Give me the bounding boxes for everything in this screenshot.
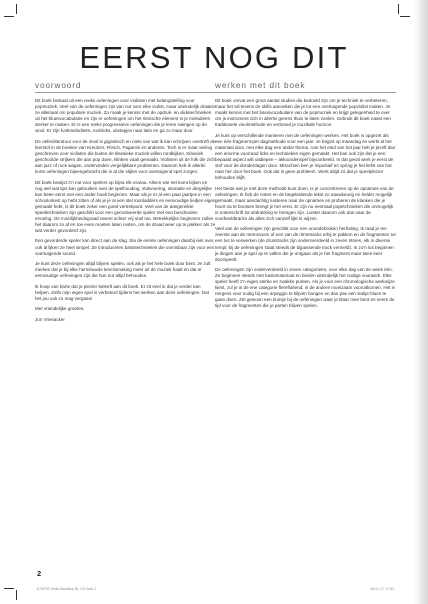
author-signature: Jon Vriesacker [35,316,65,322]
section-heading-voorwoord: voorwoord [35,81,216,93]
crop-mark [398,4,399,14]
right-column [215,81,396,314]
paragraph: Dit boek bestaat uit een reeks oefeningen voor violisten met belangstelling voor popmuziek. Veel van de oefeningen zijn van nut voor elke violist, maar uiteindelijk draaien ze allemaal om populaire muziek. Zo maak je kennis met de opdruk- en slidetechnieken uit het bluesvocabulaire en zijn er oefeningen om het ritmische element in je melodieën sterker te maken. Er is een reeks progressieve oefeningen die je leren swingen op de viool. Er zijn funkmelodieën, rocklicks, uitstapjes naar latin en ga zo maar door. [35,98,216,134]
paragraph: Je kunt op verschillende manieren met de oefeningen werken. Het boek is opgezet als een één-fragment-per-dagmethode voor een jaar. Je begint op maandag en werkt al het materiaal door, met elke dag een ander thema. Aan het eind van het jaar heb je jezelf dan een enorme voorraad licks en technieken eigen gemaakt. Het kan ook zijn dat je een bepaald aspect wilt uitdiepen – akkoordenspel bijvoorbeeld. In dat geval werk je eerst de stof voor de donderdagen door. Misschien ben je impulsief en spring je het liefst van hot naar her door het boek. Ook dat is geen probleem. Werk altijd zó dat je speelplezier behouden blijft. [215,132,396,181]
paragraph: Dit boek bewijst z'n nut voor spelers op bijna elk niveau. Alleen wie net komt kijken en nog wel wat tips kan gebruiken over de spelhouding, stokvoering, intonatie en dergelijke kan beter eerst met een ander boek beginnen. Maar als je er al een paar jaartjes in een schoolorkest op hebt zitten of als je je al een stel toonladders en eenvoudige liedjes eigen gemaakt hebt, is dit boek zeker een goed vertrekpunt. Veel van de aangereikte speeltechnieken zijn geschikt voor een gemotiveerde speler met een bescheiden ervaring. De moeilijkheidsgraad neemt echter vrij snel toe. Betrekkelijke beginners zullen het daarom zo af en toe even moeten laten rusten, om de draad weer op te pakken als ze wat verder gevorderd zijn. [35,179,216,233]
slug-filename: 1176752 Violin Aanders NL CC.indd 2 [36,587,97,591]
left-column [35,81,216,328]
crop-mark [400,16,410,17]
section-heading-werken-met-dit-boek: werken met dit boek [215,81,396,93]
print-slug [36,587,394,591]
paragraph: De oefeningen zijn onderverdeeld in zeven categorieën, voor elke dag van de week één. Ze beginnen steeds met basismateriaal en bieden uiteindelijk het nodige vuurwerk. Elke speler heeft z'n eigen sterke en zwakke punten. Als je voor een chronologische werkwijze kiest, zul je in de ene categorie flerefluitend, in de andere moeizaam vooruitkomen. Het is nergens voor nodig bij een arpeggio te blijven hangen en dan pas een stukje blues te gaan doen. Zet gewoon een kruisje bij de oefeningen waar je klaar mee bent en neem de tijd voor de fragmenten die je parten blijven spelen. [215,267,395,309]
page-edge-shadow [414,0,428,604]
crop-mark [16,590,17,600]
paragraph: Je kunt deze oefeningen altijd blijven spelen, ook als je het hele boek door bent. Je zult merken dat je bij elke herniéuwde kennismaking meer uit de muziek haalt en dat er eenvoudige oefeningen zijn die hun nut altijd behouden. [35,261,211,279]
paragraph: Dit boek omvat een groot aantal studies die bedoeld zijn om je techniek te verbeteren, maar het wil tevens de skills aanreiken die je tot een overtuigende popviolist maken. Je maakt kennis met het basisvocabulaire van de popmuziek en krijgt gelegenheid te over om je instrument zich in allerlei genres thuis te laten voelen. Gebruik dit boek naast een traditionele vioolmethode en verbreed je muzikale horizon. [215,98,391,128]
closing-greeting: Met vriendelijke groeten, [35,306,85,312]
crop-mark [16,4,17,14]
paragraph: Het beste wat je met deze methode kunt doen, is je concentreren op de opnames van de oefeningen. Ik heb de noten en de begeleidende tekst zo nauwkeurig en helder mogelijk gemaakt, maar aandachtig luisteren naar de opnames en proberen de klanken die je hoort na te bootsen brengt je het verst. Er zijn nu eenmaal popetchnieken die onmogelijk in notenschrift tot uitdrukking te brengen zijn. Luister daarom ook dan naar de voorbeeldtracks als alles zich vanzelf lijkt te wijzen. [215,185,394,221]
paragraph: De oefenliteratuur voor de viool is gigantisch en niets van wat ik kan schrijven overtreft de leerstof in de boeken van Kreutzer, Flesch, Paganini en anderen. Toch is er maar weinig geschreven voor violisten die buiten de klassieke muziek willen rondkijken. Klassiek geschoolde strijkers die aan pop doen, klinken vaak gemaakt. Violisten uit de folk die zich aan jazz of rock wagen, ondervinden vergelijkbare problemen. Daarom heb ik allerlei korte oefeningen bijeengebracht die in al die stijlen voor overtuigend spel zorgen. [35,138,216,175]
crop-mark [4,16,14,17]
slug-timestamp: 28.01.17 17:51 [370,587,394,591]
crop-mark [4,588,14,589]
paragraph: Ik hoop van harte dat je plezier beleeft aan dit boek. Er zit veel in dat je verder kan helpen. Zelfs mijn eigen spel is verbeterd tijdens het werken aan deze oefeningen. Dat het jou ook zo mag vergaan! [35,283,209,301]
paragraph: Veel van de oefeningen zijn geschikt voor een onondebroken herhaling. Ik raad je ten zeerste aan de metronoom of een van de ritmetracks erbij te pakken en de fragmenten tot een lus te verwerken (de drumtracks zijn ondersverdeeld in zeven ritmes, elk in diverse tempi; bij de oefeningen staat steeds de bijpassende track vermeld). In zo'n lus beginnen je dingen aan je spel op te vallen die je ontgaan als je het fragment maar twee keer doorspeelt. [215,226,396,262]
page-title: EERST NOG DIT [79,40,349,75]
paragraph: Een gevorderde speler kan direct aan de slag. Sla de eerste oefeningen daarbij niet over, ook al lijken ze heel simpel. Ze introduceren basistechnieken die onmisbaar zijn voor een overtuigende sound. [35,238,215,256]
page-number: 2 [37,569,42,578]
